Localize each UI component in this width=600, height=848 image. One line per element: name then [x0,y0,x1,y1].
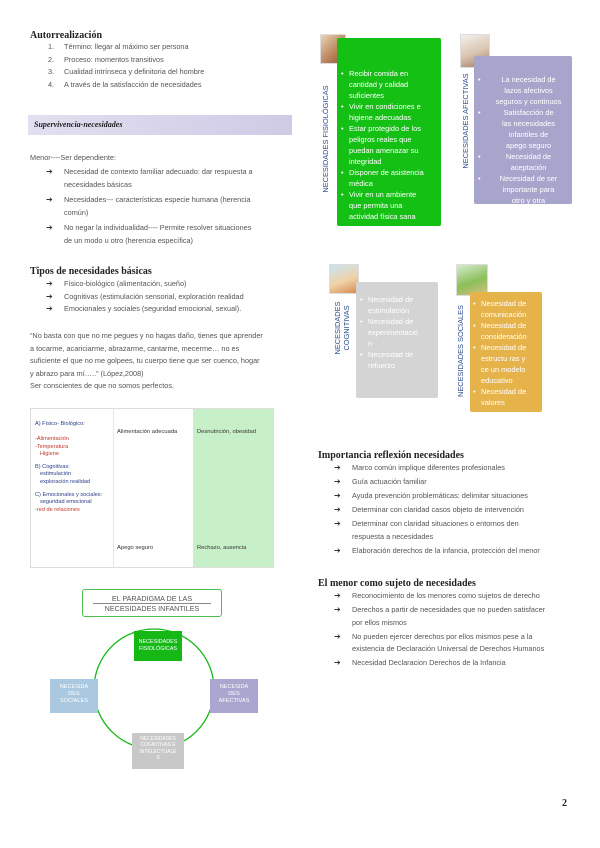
arrow-icon: ➔ [334,591,341,600]
arrow-icon: ➔ [46,195,53,205]
list-item: ➔ Ayuda prevención problemáticas: delimitar situaciones [318,490,574,503]
menor-intro: Menor----Ser dependiente: [30,153,116,162]
fisiologicas-box [337,38,441,226]
list-item: • Necesidad de refuerzo [359,349,437,371]
list-item: ➔ Reconocimiento de los menores como sujetos de derecho [318,590,574,603]
list-item: 4. A través de la satisfacción de necesidades [48,79,202,89]
list-item: • Necesidad de estructu ras y ce un modelo educativo [472,342,542,386]
table-cell: Rechazo, ausencia [197,545,247,551]
sociales-label: NECESIDADES SOCIALES [456,305,465,398]
list-item: ➔ Emocionales y sociales (seguridad emocional, sexual). [30,303,300,316]
arrow-icon: ➔ [334,546,341,556]
arrow-icon: ➔ [334,463,341,472]
arrow-icon: ➔ [334,505,341,515]
sujeto-title: El menor como sujeto de necesidades [318,578,476,589]
list-item: 3. Cualidad intrínseca y definitoria del hombre [48,67,205,77]
node-cognitivas: NECESIDADES COGNITIVAS E INTELECTUALE S [132,733,184,769]
list-item: • La necesidad de lazos afectivos seguros y continuos [477,74,571,107]
quote-block [30,330,292,393]
list-item: ➔ Elaboración derechos de la infancia, protección del menor [318,545,574,558]
table-left-text: A) Físico- Biológico: -Alimentación -Temperatura Higiene B) Cognitivas: estimulación exploración realidad C) Emocionales y sociales: seguridad emocional -red de relaciones [35,421,103,513]
menor-list [30,166,290,248]
sociales-list [472,298,542,408]
node-sociales: NECESIDA DES SOCIALES [50,679,98,713]
quote-line: “No basta con que no me pegues y no hagas daño, tienes que aprender [30,331,263,340]
supervivencia-banner [28,115,292,135]
list-item: • Necesidad de ser importante para otro y otra [477,173,571,206]
list-item: 2. Proceso: momentos transitivos [48,54,164,64]
page-number: 2 [562,798,567,809]
list-item: ➔ Marco común implique diferentes profesionales [318,462,574,475]
arrow-icon: ➔ [46,304,53,314]
fisiologicas-label: NECESIDADES FISIOLÓGICAS [321,85,330,193]
autorrealizacion-title: Autorrealización [30,30,103,41]
banner-label: Supervivencia-necesidades [34,120,123,129]
list-item: • Recibir comida en cantidad y calidad suficientes [340,68,440,101]
table-cell: Desnutrición, obesidad [197,429,256,435]
afectivas-list [477,74,571,206]
tipos-list [30,278,300,316]
list-item: ➔ Necesidad de contexto familiar adecuado: dar respuesta a necesidades básicas [46,167,253,189]
list-item: ➔ Determinar con claridad casos objeto de intervención [318,504,574,517]
arrow-icon: ➔ [46,223,53,233]
quote-line: suficiente el que no me golpees, tu cuerpo tiene que ser cuenco, hogar [30,356,260,366]
cognitivas-list [359,294,437,371]
cognitivas-box [356,282,438,398]
sociales-box [470,292,542,412]
arrow-icon: ➔ [46,279,53,288]
list-item: • Necesidad de valores [472,386,542,408]
cognitivas-label: NECESIDADES COGNITIVAS [333,301,351,355]
list-item: • Necesidad de aceptación [477,151,571,173]
arrow-icon: ➔ [334,658,341,668]
node-fisiologicas: NECESIDADES FISIOLÓGICAS [134,631,182,661]
list-item: ➔ Físico-biológico (alimentación, sueño) [30,278,300,291]
table-cell: Apego seguro [117,545,154,551]
arrow-icon: ➔ [334,605,341,615]
list-item: 1. Término: llegar al máximo ser persona [48,42,189,51]
arrow-icon: ➔ [46,291,53,301]
quote-line: y abrazo para mí…..” (López,2008) [30,368,144,378]
sujeto-list [318,590,574,670]
node-afectivas: NECESIDA DES AFECTIVAS [210,679,258,713]
list-item: ➔ Determinar con claridad situaciones o entornos den respuesta a necesidades [334,519,519,541]
arrow-icon: ➔ [334,491,341,501]
paradigm-diagram [38,583,274,773]
list-item: • Vivir en condiciones e higiene adecuadas [340,101,440,123]
autorrealizacion-list [30,41,300,91]
list-item: • Necesidad de comunicación [472,298,542,320]
list-item: ➔ Derechos a partir de necesidades que no pueden satisfacer por ellos mismos [334,605,546,627]
afectivas-box [474,56,572,204]
arrow-icon: ➔ [46,167,53,176]
afectivas-label: NECESIDADES AFECTIVAS [461,73,470,169]
arrow-icon: ➔ [334,477,341,487]
list-item: ➔ Necesidades--- características especie humana (herencia común) [46,195,251,217]
quote-line: a tocarme, acariciarme, abrazarme, cantarme, mecerme… no es [30,343,240,353]
needs-table [30,408,274,568]
list-item: • Vivir en un ambiente que permita una actividad física sana [340,189,440,222]
paradigm-title: EL PARADIGMA DE LAS NECESIDADES INFANTILES [82,589,222,617]
arrow-icon: ➔ [334,631,341,641]
fisiologicas-list [340,68,440,222]
list-item: ➔ Guía actuación familiar [318,476,574,489]
list-item: • Satisfacción de las necesidades infantiles de apego seguro [477,107,571,151]
importancia-list [318,462,574,558]
list-item: ➔ No negar la individualidad---- Permite resolver situaciones de un modo u otro (herencia específica) [46,223,252,245]
list-item: ➔ Cognitivas (estimulación sensorial, exploración realidad [30,291,300,304]
tipos-title: Tipos de necesidades básicas [30,266,152,277]
list-item: • Disponer de asistencia médica [340,167,440,189]
list-item: • Necesidad de estimulación [359,294,437,316]
list-item: • Estar protegido de los peligros reales que puedan amenazar su integridad [340,123,440,167]
importancia-title: Importancia reflexión necesidades [318,450,464,461]
list-item: ➔ No pueden ejercer derechos por ellos mismos pese a la existencia de Declaración Universal de Derechos Humanos [334,631,545,654]
quote-line: Ser conscientes de que no somos perfectos. [30,381,174,391]
list-item: • Necesidad de consideración [472,320,542,342]
list-item: • Necesidad de experimentació n [359,316,437,349]
list-item: ➔ Necesidad Declaracion Derechos de la Infancia [318,657,574,670]
table-cell: Alimentación adecuada [117,429,178,435]
arrow-icon: ➔ [334,519,341,529]
